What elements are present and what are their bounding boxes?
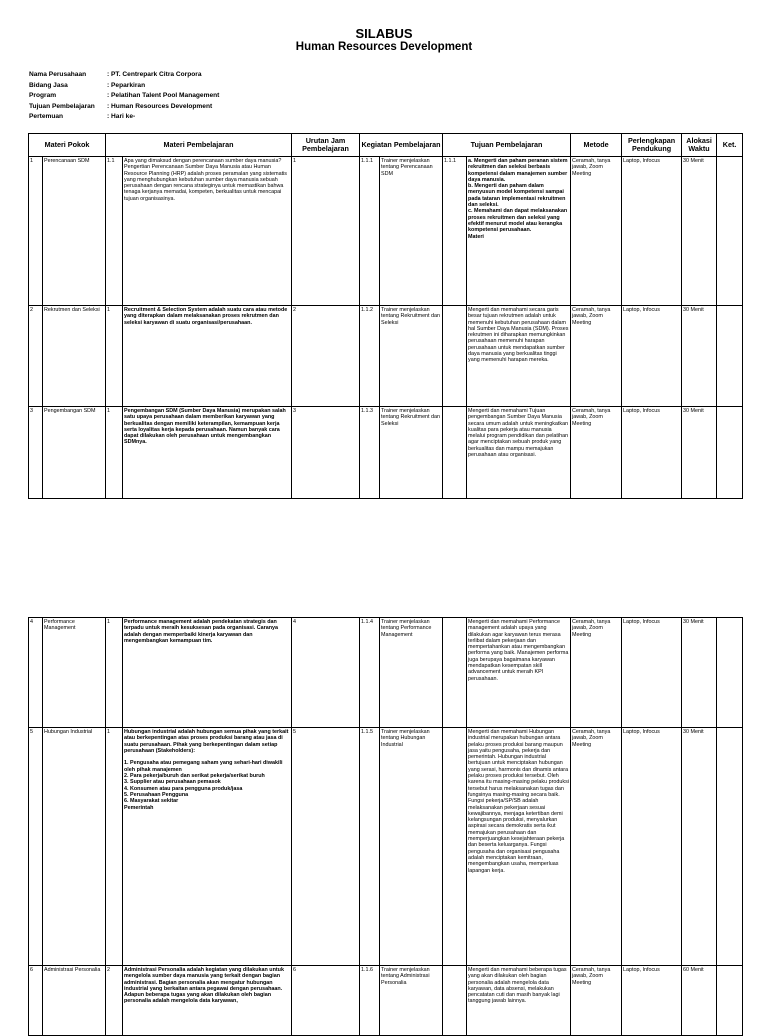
materi-number: 2 [106, 966, 123, 1036]
row-number: 4 [29, 618, 43, 728]
materi-pembelajaran: Pengembangan SDM (Sumber Daya Manusia) merupakan salah satu upaya perusahaan dalam memberikan karyawan yang berkualitas dengan memiliki keterampilan, kemampuan kerja serta loyalitas kerja kepada perusahaan. Namun banyak cara dapat dilakukan oleh perusahaan untuk mengembangkan SDMnya. [123, 407, 292, 499]
tujuan-number [443, 407, 467, 499]
table-row [29, 407, 743, 499]
metode: Ceramah, tanya jawab, Zoom Meeting [571, 306, 622, 407]
tujuan-number [443, 966, 467, 1036]
row-number: 2 [29, 306, 43, 407]
header-materi-pembelajaran: Materi Pembelajaran [106, 134, 292, 157]
table-row [29, 157, 743, 306]
tujuan-pembelajaran: Mengerti dan memahami secara garis besar tujuan rekrutmen adalah untuk memenuhi kebutuhan perusahaan dalam hal Sumber Daya Manusia (SDM). Proses rekrutmen ini diharapkan memungkinkan perusahaan memenuhi harapan perusahaan untuk mendapatkan sumber daya manusia yang berkualitas tinggi yang memenuhi harapan mereka. [467, 306, 571, 407]
tujuan-pembelajaran: Mengerti dan memahami Performance management adalah upaya yang dilakukan agar karyawan terus merasa terlibat dalam pekerjaan dan mempertahankan atau mengembangkan performa yang baik. Manajemen performa juga berupaya bagaimana karyawan mendapatkan kesempatan skill advancement untuk meraih KPI perusahaan. [467, 618, 571, 728]
urutan-jam: 2 [292, 306, 360, 407]
header-materi-pokok: Materi Pokok [29, 134, 106, 157]
tujuan-pembelajaran: Mengerti dan memahami beberapa tugas yang akan dilakukan oleh bagian personalia adalah mengelola data karyawan, data absensi, melakukan pencatatan cuti dan masih banyak lagi tanggung jawab lainnya. [467, 966, 571, 1036]
header-alokasi: Alokasi Waktu [682, 134, 717, 157]
alokasi-waktu: 30 Menit [682, 306, 717, 407]
alokasi-waktu: 30 Menit [682, 728, 717, 966]
table-row [29, 618, 743, 728]
header-urutan-jam: Urutan Jam Pembelajaran [292, 134, 360, 157]
materi-pembelajaran: Recruitment & Selection System adalah suatu cara atau metode yang diterapkan dalam melaksanakan proses rekrutmen dan seleksi karyawan di suatu organisasi/perusahaan. [123, 306, 292, 407]
materi-pokok: Administrasi Personalia [43, 966, 106, 1036]
materi-pembelajaran: Hubungan industrial adalah hubungan semua pihak yang terkait atau berkepentingan atas proses produksi barang atau jasa di suatu perusahaan. Pihak yang berkepentingan dalam setiap perusahaan (Stakeholders): 1. Pengusaha atau pemegang saham yang sehari-hari diwakili oleh pihak manajemen 2. Para pekerja/buruh dan serikat pekerja/serikat buruh 3. Supplier atau perusahaan pemasok 4. Konsumen atau para pengguna produk/jasa 5. Perusahaan Pengguna 6. Masyarakat sekitar Pemerintah [123, 728, 292, 966]
keterangan [717, 728, 743, 966]
info-row-objective [29, 102, 219, 113]
header-ket: Ket. [717, 134, 743, 157]
syllabus-table [28, 133, 743, 499]
materi-pokok: Performance Management [43, 618, 106, 728]
materi-number: 1 [106, 618, 123, 728]
row-number: 3 [29, 407, 43, 499]
perlengkapan: Laptop, Infocus [622, 728, 682, 966]
urutan-jam: 3 [292, 407, 360, 499]
kegiatan-number: 1.1.3 [360, 407, 380, 499]
info-row-company [29, 70, 219, 81]
row-number: 6 [29, 966, 43, 1036]
program-info [29, 70, 219, 123]
tujuan-number [443, 728, 467, 966]
kegiatan-pembelajaran: Trainer menjelaskan tentang Administrasi Personalia [380, 966, 443, 1036]
tujuan-number: 1.1.1 [443, 157, 467, 306]
info-row-program [29, 91, 219, 102]
materi-number: 1.1 [106, 157, 123, 306]
perlengkapan: Laptop, Infocus [622, 966, 682, 1036]
header-tujuan: Tujuan Pembelajaran [443, 134, 571, 157]
alokasi-waktu: 60 Menit [682, 966, 717, 1036]
perlengkapan: Laptop, Infocus [622, 157, 682, 306]
keterangan [717, 618, 743, 728]
urutan-jam: 5 [292, 728, 360, 966]
info-label: Tujuan Pembelajaran [29, 102, 95, 110]
table-header-row [29, 134, 743, 157]
syllabus-table-continued [28, 617, 743, 1036]
perlengkapan: Laptop, Infocus [622, 407, 682, 499]
info-value: : Pelatihan Talent Pool Management [107, 92, 220, 99]
info-label: Pertemuan [29, 113, 64, 120]
urutan-jam: 4 [292, 618, 360, 728]
alokasi-waktu: 30 Menit [682, 407, 717, 499]
materi-pembelajaran: Apa yang dimaksud dengan perencanaan sumber daya manusia? Pengertian Perencanaan Sumber Daya Manusia atau Human Resource Planning (HRP) adalah proses peramalan yang sistematis yang menghubungkan kebutuhan sumber daya manusia sebuah perusahaan dengan rencana strateginya untuk memastikan bahwa tenaga kerjanya memadai, kompeten, berkualitas untuk mencapai tujuan organisasinya. [123, 157, 292, 306]
metode: Ceramah, tanya jawab, Zoom Meeting [571, 618, 622, 728]
tujuan-pembelajaran: Mengerti dan memahami Hubungan industrial merupakan hubungan antara pelaku proses produksi barang maupun jasa yaitu pengusaha, pekerja dan pemerintah. Hubungan industrial bertujuan untuk menciptakan hubungan yang serasi, harmonis dan dinamis antara pelaku proses produksi tersebut. Oleh karena itu masing-masing pelaku produksi tersebut harus melaksanakan tugas dan fungsinya masing-masing secara baik. Fungsi pekerja/SP/SB adalah melaksanakan pekerjaan sesuai kewajibannya, menjaga ketertiban demi kelangsungan produksi, menyalurkan aspirasi secara demokratis serta ikut memajukan perusahaan dan memperjuangkan kesejahteraan pekerja dan beserta keluarganya. Fungsi pengusaha dan organisasi pengusaha adalah menciptakan kemitraan, mengembangkan usaha, memperluas lapangan kerja. [467, 728, 571, 966]
table-row [29, 966, 743, 1036]
materi-number: 1 [106, 306, 123, 407]
info-value: : Human Resources Development [107, 102, 213, 110]
metode: Ceramah, tanya jawab, Zoom Meeting [571, 728, 622, 966]
info-row-meeting [29, 112, 219, 123]
keterangan [717, 966, 743, 1036]
keterangan [717, 157, 743, 306]
kegiatan-pembelajaran: Trainer menjelaskan tentang Performance Management [380, 618, 443, 728]
row-number: 1 [29, 157, 43, 306]
materi-number: 1 [106, 407, 123, 499]
info-label: Program [29, 92, 57, 99]
table-row [29, 306, 743, 407]
materi-pembelajaran: Administrasi Personalia adalah kegiatan yang dilakukan untuk mengelola sumber daya manusia yang terkait dengan bagian administrasi. Bagian personalia akan mengatur hubungan industrial yang berkaitan antara pegawai dengan perusahaan. Adapun beberapa tugas yang akan dilakukan oleh bagian personalia adalah mengelola data karyawan, [123, 966, 292, 1036]
tujuan-pembelajaran: Mengerti dan memahami Tujuan pengembangan Sumber Daya Manusia secara umum adalah untuk meningkatkan kualitas para pekerja atau manusia melalui program pendidikan dan pelatihan agar menciptakan sebuah produk yang berkualitas dan mampu memajukan perusahaan atau organisasi. [467, 407, 571, 499]
kegiatan-pembelajaran: Trainer menjelaskan tentang Perencanaan SDM [380, 157, 443, 306]
info-value: : PT. Centrepark Citra Corpora [107, 71, 202, 78]
kegiatan-number: 1.1.2 [360, 306, 380, 407]
keterangan [717, 306, 743, 407]
metode: Ceramah, tanya jawab, Zoom Meeting [571, 966, 622, 1036]
keterangan [717, 407, 743, 499]
metode: Ceramah, tanya jawab, Zoom Meeting [571, 407, 622, 499]
info-value: : Hari ke- [107, 113, 136, 120]
alokasi-waktu: 30 Menit [682, 157, 717, 306]
info-label: Nama Perusahaan [29, 71, 87, 78]
perlengkapan: Laptop, Infocus [622, 306, 682, 407]
info-value: : Peparkiran [107, 81, 146, 89]
document-subtitle: Human Resources Development [295, 41, 473, 53]
materi-pokok: Pengembangan SDM [43, 407, 106, 499]
urutan-jam: 6 [292, 966, 360, 1036]
materi-number: 1 [106, 728, 123, 966]
tujuan-number [443, 618, 467, 728]
header-metode: Metode [571, 134, 622, 157]
metode: Ceramah, tanya jawab, Zoom Meeting [571, 157, 622, 306]
header-kegiatan: Kegiatan Pembelajaran [360, 134, 443, 157]
kegiatan-pembelajaran: Trainer menjelaskan tentang Rekruitment dan Seleksi [380, 407, 443, 499]
materi-pokok: Perencanaan SDM [43, 157, 106, 306]
info-row-field [29, 81, 219, 92]
document-title: SILABUS [355, 26, 413, 41]
tujuan-number [443, 306, 467, 407]
kegiatan-number: 1.1.1 [360, 157, 380, 306]
kegiatan-pembelajaran: Trainer menjelaskan tentang Hubungan Industrial [380, 728, 443, 966]
header-perlengkapan: Perlengkapan Pendukung [622, 134, 682, 157]
kegiatan-number: 1.1.6 [360, 966, 380, 1036]
kegiatan-pembelajaran: Trainer menjelaskan tentang Rekruitment dan Seleksi [380, 306, 443, 407]
materi-pokok: Hubungan Industrial [43, 728, 106, 966]
info-label: Bidang Jasa [29, 81, 68, 89]
materi-pokok: Rekrutmen dan Seleksi [43, 306, 106, 407]
kegiatan-number: 1.1.5 [360, 728, 380, 966]
table-row [29, 728, 743, 966]
materi-pembelajaran: Performance management adalah pendekatan strategis dan terpadu untuk meraih kesuksesan pada organisasi. Caranya adalah dengan memperbaiki kinerja karyawan dan mengembangkan kemampuan tim. [123, 618, 292, 728]
tujuan-pembelajaran: a. Mengerti dan paham peranan sistem rekruitmen dan seleksi berbasis kompetensi dalam manajemen sumber daya manusia. b. Mengerti dan paham dalam menyusun model kompetensi sampai pada tataran implementasi rekruitmen dan seleksi. c. Memahami dan dapat melaksanakan proses rekruitmen dan seleksi yang efektif menurut model atau kerangka kompetensi perusahaan. Materi [467, 157, 571, 306]
row-number: 5 [29, 728, 43, 966]
kegiatan-number: 1.1.4 [360, 618, 380, 728]
perlengkapan: Laptop, Infocus [622, 618, 682, 728]
urutan-jam: 1 [292, 157, 360, 306]
alokasi-waktu: 30 Menit [682, 618, 717, 728]
